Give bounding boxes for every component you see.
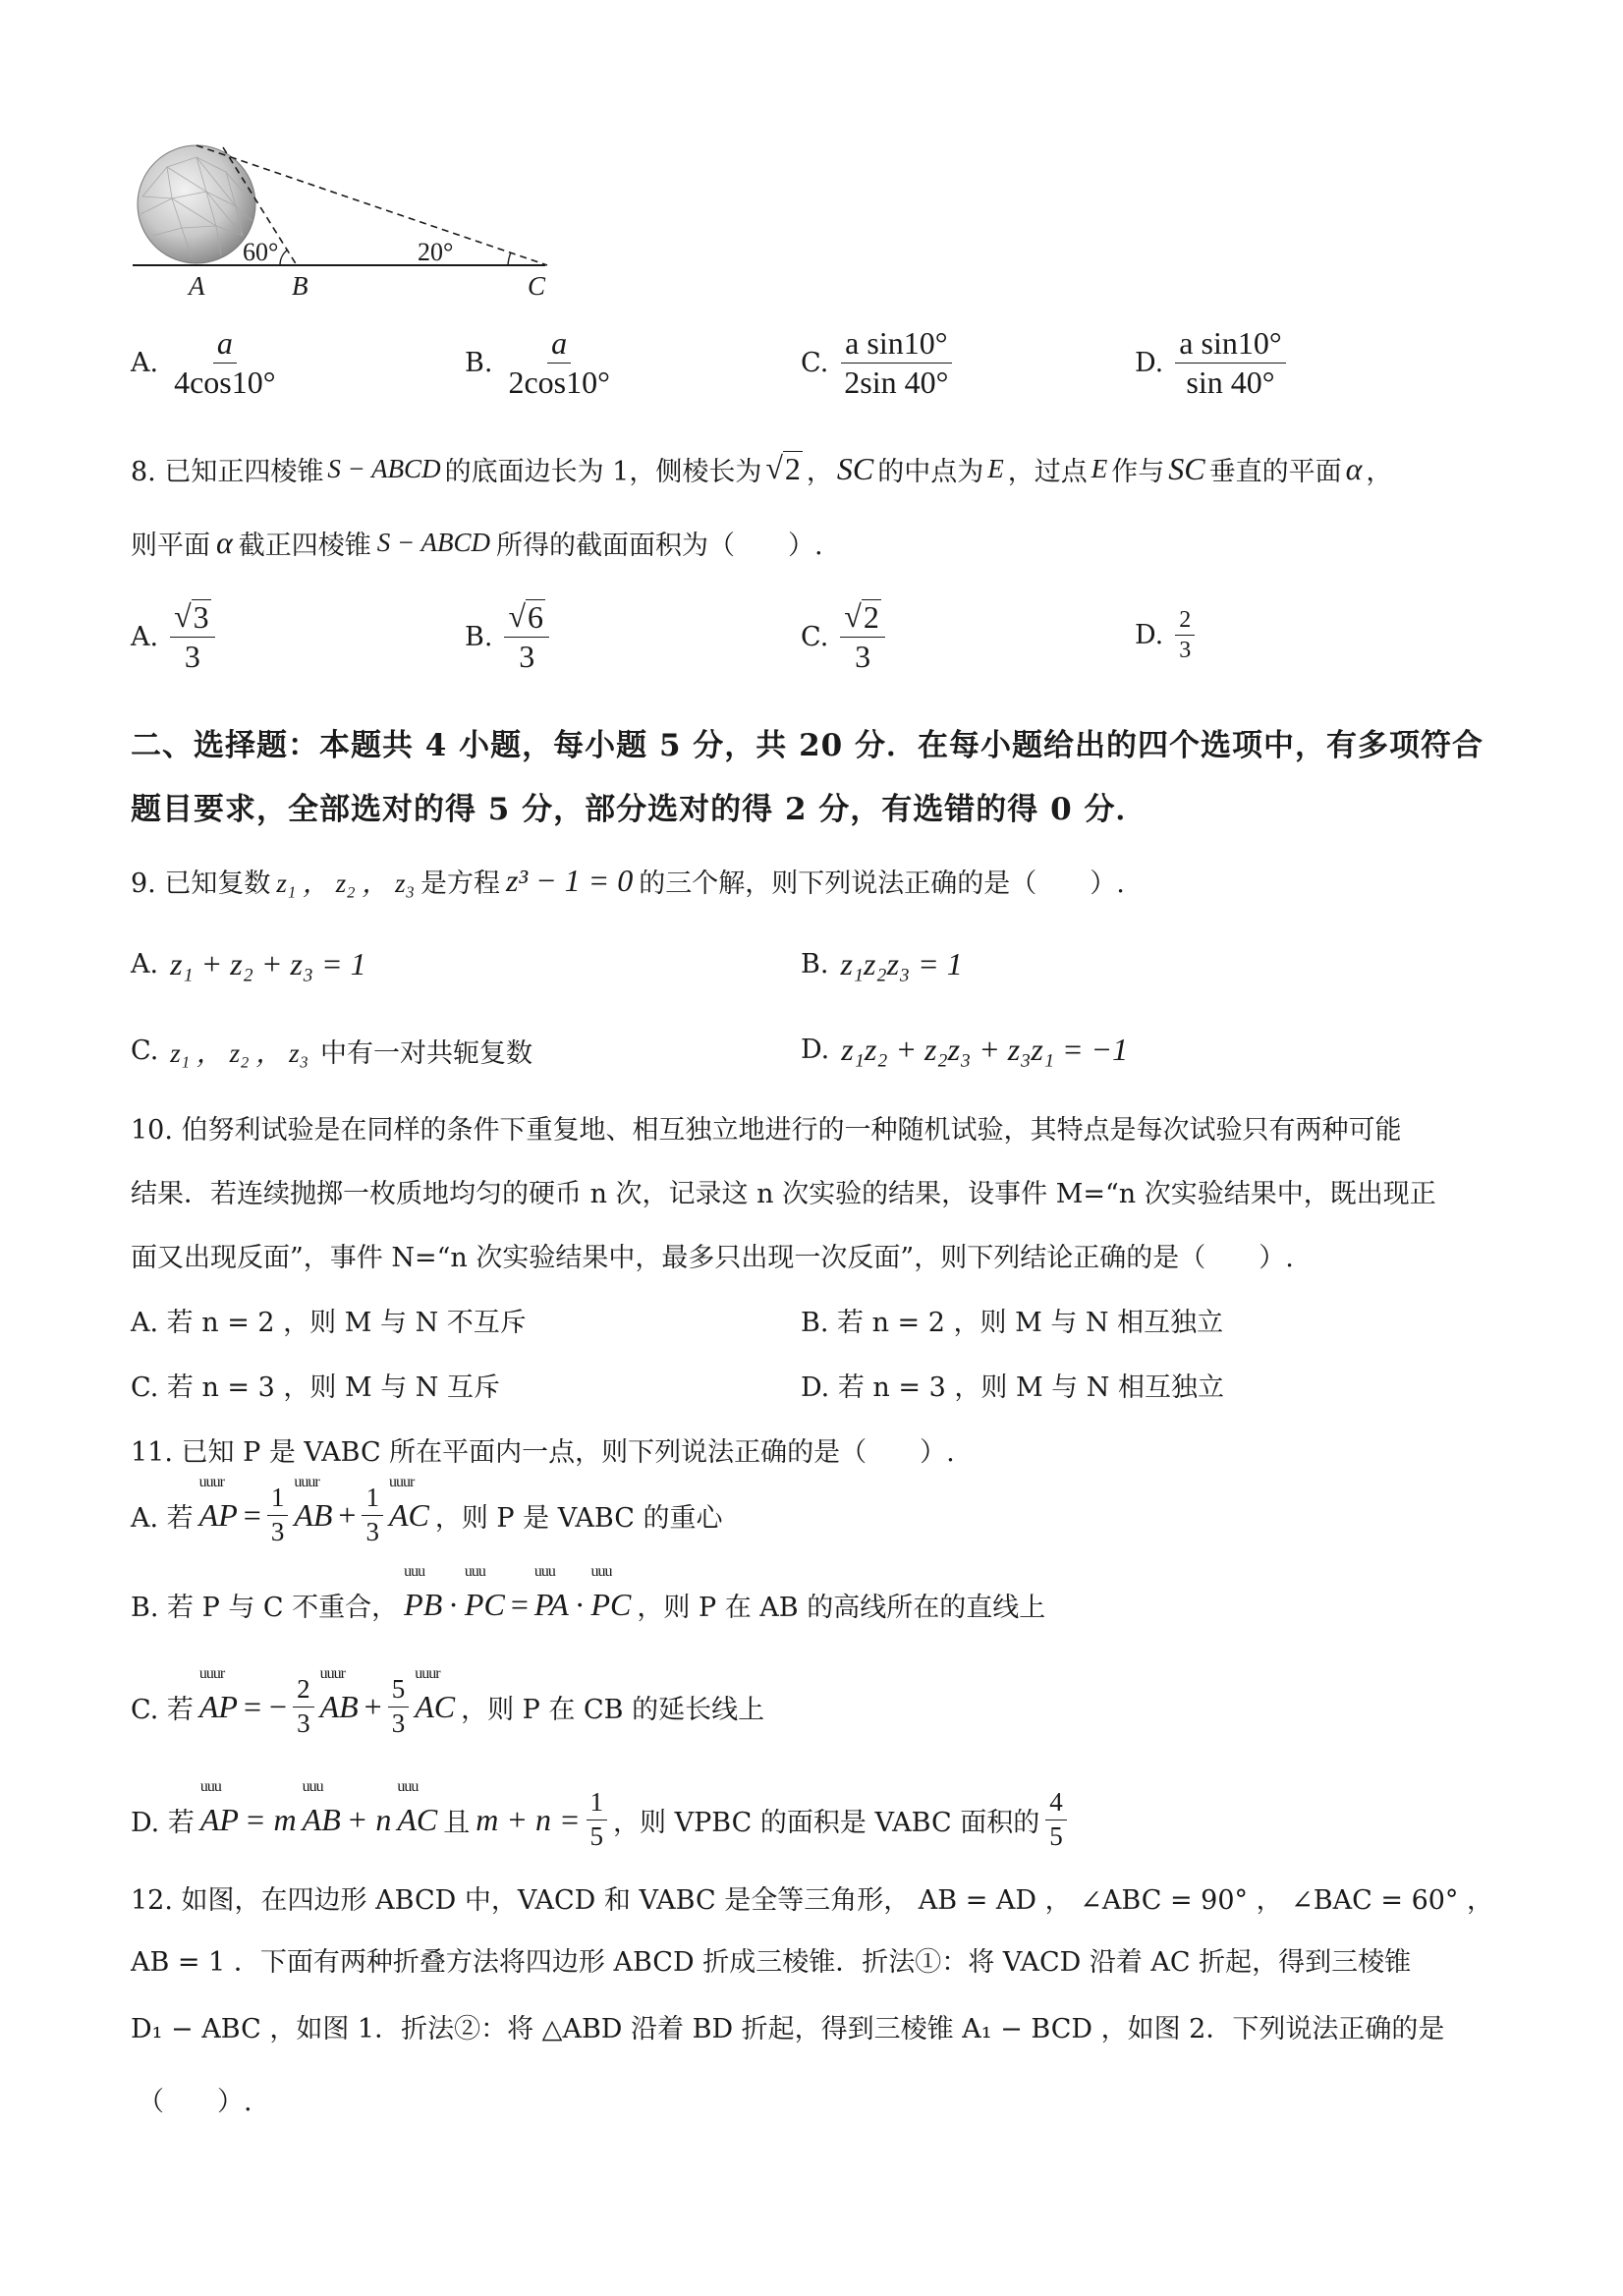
angle-label-20: 20°: [418, 238, 454, 266]
math-run: z₁ ， z₂ ， z₃: [276, 868, 416, 898]
math-run: α: [216, 525, 233, 560]
fraction-numerator: 2: [1175, 607, 1195, 636]
option-label: B.: [465, 348, 493, 379]
math-run: E: [987, 454, 1004, 483]
q12-stem-line1: 12. 如图，在四边形 ABCD 中，VACD 和 VABC 是全等三角形， AB = AD ， ∠ABC = 90° ， ∠BAC = 60° ，: [131, 1885, 1494, 1916]
math-run: S − ABCD: [327, 454, 441, 483]
q11-stem: 11. 已知 P 是 VABC 所在平面内一点，则下列说法正确的是（ ）.: [131, 1437, 955, 1468]
text-run: 截正四棱锥: [238, 531, 371, 561]
fraction-denominator: 3: [184, 639, 200, 675]
q7-option-c: [801, 326, 952, 400]
fraction-numerator: a sin10°: [841, 326, 951, 364]
text-run: D. 若: [131, 1807, 195, 1838]
fraction-one-third: $\frac{1}{3}$: [267, 1484, 289, 1546]
fraction-numerator: a: [213, 326, 237, 364]
option-label: D.: [801, 1035, 830, 1065]
math-run: S − ABCD: [376, 528, 491, 557]
q8-option-a: [131, 599, 215, 674]
text-run: 是方程: [420, 868, 501, 899]
math-run: SC: [1168, 451, 1205, 486]
q8-option-d: [1135, 607, 1195, 664]
vector-ac: uuu AC: [397, 1777, 438, 1837]
text-run: 所得的截面面积为（ ）.: [496, 531, 823, 561]
equals-minus: = −: [243, 1688, 288, 1724]
q8-option-b: [465, 599, 549, 674]
option-label: C.: [131, 1036, 159, 1066]
text-run: 垂直的平面: [1208, 457, 1342, 487]
q12-stem-line4: （ ）.: [138, 2087, 252, 2117]
q9-option-b: [801, 946, 963, 982]
q10-option-b: B. 若 n = 2 ，则 M 与 N 相互独立: [801, 1308, 1224, 1338]
math-run: z₁z₂z₃ = 1: [840, 946, 963, 981]
plus-sign: +: [338, 1496, 357, 1533]
q10-stem-line3: 面又出现反面”，事件 N=“n 次实验结果中，最多只出现一次反面”，则下列结论正确的是（ ）.: [131, 1243, 1294, 1273]
q11-option-a: [131, 1473, 723, 1546]
equals-sign: =: [510, 1587, 529, 1622]
fraction-numerator: √ 3: [170, 599, 215, 638]
vector-ap: uuur AP: [198, 1473, 238, 1533]
text-run: ，则 P 在 CB 的延长线上: [461, 1694, 765, 1725]
vector-ab: uuur AB: [319, 1664, 359, 1724]
q11-option-c: [131, 1664, 765, 1738]
fraction-denominator: 3: [519, 639, 535, 675]
math-run: z³ − 1 = 0: [506, 863, 634, 898]
q10-option-c: C. 若 n = 3 ，则 M 与 N 互斥: [131, 1372, 500, 1403]
q8-stem-line1: [131, 450, 1392, 488]
q10-option-a: A. 若 n = 2 ，则 M 与 N 不互斥: [131, 1308, 527, 1338]
math-run: z₁ + z₂ + z₃ = 1: [170, 946, 366, 981]
fraction-denominator: 3: [1179, 638, 1192, 664]
vector-ab: uuu AB: [302, 1777, 341, 1837]
text-run: 的底面边长为 1，侧棱长为: [444, 457, 762, 487]
angle-arc-b: [280, 250, 288, 265]
text-run: 9. 已知复数: [131, 868, 271, 899]
vector-pa: uuu PA: [533, 1563, 569, 1622]
text-run: ，则 P 是 VABC 的重心: [434, 1502, 723, 1534]
text-run: 的中点为: [877, 457, 984, 487]
vector-ac: uuur AC: [415, 1664, 456, 1724]
text-run: A. 若: [131, 1502, 194, 1534]
fraction-denominator: sin 40°: [1186, 364, 1275, 401]
fraction-one-fifth: $\frac{1}{5}$: [587, 1788, 608, 1851]
q9-option-a: [131, 946, 366, 982]
text-run: ，过点: [1007, 457, 1088, 487]
fraction-numerator: √ 2: [840, 599, 885, 638]
option-label: D.: [1135, 348, 1164, 379]
q9-option-d: [801, 1032, 1128, 1068]
fraction-five-thirds: $\frac{5}{3}$: [388, 1675, 410, 1738]
dot-operator: ·: [448, 1587, 459, 1622]
vector-ab: uuur AB: [294, 1473, 333, 1533]
fraction-denominator: 2sin 40°: [844, 364, 949, 401]
text-run: 的三个解，则下列说法正确的是（ ）.: [639, 868, 1125, 899]
q8-option-c: [801, 599, 885, 674]
q8-stem-line2: [131, 524, 823, 562]
vector-ap: uuur AP: [198, 1664, 238, 1724]
q12-stem-line2: AB = 1 ．下面有两种折叠方法将四边形 ABCD 折成三棱锥．折法①：将 VACD 沿着 AC 折起，得到三棱锥: [131, 1947, 1412, 1978]
text-run: B. 若 P 与 C 不重合，: [131, 1593, 399, 1623]
fraction-four-fifths: $\frac{4}{5}$: [1045, 1788, 1067, 1851]
fraction-denominator: 2cos10°: [508, 364, 610, 401]
option-label: C.: [801, 621, 829, 652]
option-label: A.: [131, 949, 159, 980]
text-run: 作与: [1111, 457, 1165, 487]
fraction-denominator: 4cos10°: [174, 364, 276, 401]
q11-option-b: [131, 1563, 1046, 1624]
text-run: ，则 VPBC 的面积是 VABC 面积的: [613, 1807, 1040, 1838]
text-run: ，: [1366, 457, 1393, 487]
fraction-numerator: a sin10°: [1175, 326, 1285, 364]
fraction-denominator: 3: [855, 639, 871, 675]
point-label-a: A: [189, 271, 205, 301]
vector-pb: uuu PB: [404, 1563, 443, 1622]
vector-pc: uuu PC: [590, 1563, 632, 1622]
angle-label-60: 60°: [243, 238, 279, 266]
option-label: D.: [1135, 620, 1164, 651]
q10-stem-line1: 10. 伯努利试验是在同样的条件下重复地、相互独立地进行的一种随机试验，其特点是每次试验只有两种可能: [131, 1115, 1402, 1146]
vector-ap: uuu AP: [199, 1777, 239, 1837]
point-label-c: C: [528, 271, 546, 301]
sqrt-expression: √ 2: [765, 450, 801, 487]
q12-stem-line3: D₁ − ABC ，如图 1．折法②：将 △ABD 沿着 BD 折起，得到三棱锥 A₁ − BCD ，如图 2．下列说法正确的是: [131, 2014, 1445, 2044]
option-label: B.: [465, 621, 493, 652]
math-run: m + n =: [476, 1801, 581, 1837]
vector-ac: uuur AC: [388, 1473, 429, 1533]
fraction-two-thirds: $\frac{2}{3}$: [293, 1675, 314, 1738]
option-label: B.: [801, 949, 829, 980]
sphere: [138, 145, 255, 263]
section-2-heading-line2: 题目要求，全部选对的得 5 分，部分选对的得 2 分，有选错的得 0 分．: [131, 792, 1147, 827]
text-run: 则平面: [131, 531, 210, 561]
math-run: + n: [346, 1801, 392, 1837]
math-run: z₁ ， z₂ ， z₃: [170, 1038, 308, 1068]
fraction-numerator: a: [547, 326, 571, 364]
math-run: SC: [836, 451, 874, 486]
point-label-b: B: [292, 271, 308, 301]
q10-option-d: D. 若 n = 3 ，则 M 与 N 相互独立: [801, 1372, 1224, 1403]
math-run: α: [1345, 451, 1363, 486]
equals-sign: =: [243, 1496, 261, 1533]
text-run: 且: [443, 1807, 471, 1838]
q9-stem: [131, 862, 1125, 900]
q9-option-c: [131, 1032, 532, 1070]
text-run: ，则 P 在 AB 的高线所在的直线上: [637, 1593, 1046, 1623]
math-run: = m: [244, 1801, 297, 1837]
option-label: A.: [131, 348, 159, 379]
math-run: z₁z₂ + z₂z₃ + z₃z₁ = −1: [841, 1032, 1129, 1067]
text-run: C. 若: [131, 1694, 194, 1725]
q7-option-b: [465, 326, 614, 400]
dot-operator: ·: [574, 1587, 586, 1622]
math-run: E: [1091, 454, 1108, 483]
option-label: C.: [801, 348, 829, 379]
plus-sign: +: [364, 1688, 382, 1724]
sphere-figure: [123, 138, 555, 305]
fraction-numerator: √ 6: [504, 599, 549, 638]
q11-option-d: [131, 1777, 1067, 1851]
vector-pc: uuu PC: [464, 1563, 505, 1622]
q10-stem-line2: 结果．若连续抛掷一枚质地均匀的硬币 n 次，记录这 n 次实验的结果，设事件 M=“n 次实验结果中，既出现正: [131, 1179, 1436, 1209]
angle-arc-c: [508, 252, 511, 265]
fraction-one-third: $\frac{1}{3}$: [362, 1484, 383, 1546]
text-run: 中有一对共轭复数: [319, 1038, 532, 1069]
q7-option-d: [1135, 326, 1286, 400]
q7-option-a: [131, 326, 280, 400]
text-run: 8. 已知正四棱锥: [131, 457, 324, 487]
option-label: A.: [131, 621, 159, 652]
text-run: ，: [806, 457, 833, 487]
section-2-heading-line1: 二、选择题：本题共 4 小题，每小题 5 分，共 20 分．在每小题给出的四个选项中，有多项符合: [131, 728, 1484, 763]
